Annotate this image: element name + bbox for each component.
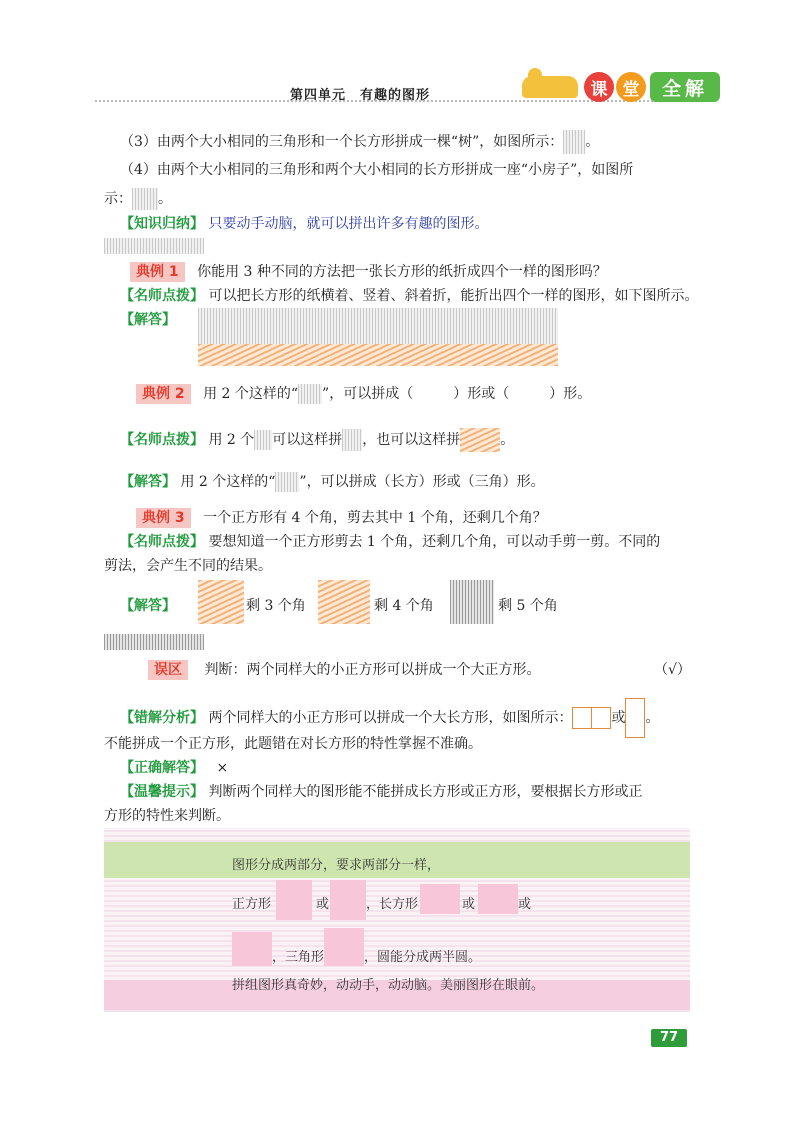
rect-split-2 (478, 884, 518, 914)
example-1-hint-label: 【名师点拨】 (120, 288, 204, 304)
summary-l2b: 或 (316, 897, 330, 912)
item-3-text: （3）由两个大小相同的三角形和一个长方形拼成一棵“树”，如图所示： (120, 134, 564, 150)
knowledge-summary (120, 214, 488, 234)
bear-mascot-icon (522, 76, 578, 98)
brand-char-1: 课 (584, 72, 614, 102)
folding-figures-row2 (198, 344, 558, 366)
example-2-answer (120, 472, 545, 492)
example-2-a1: 用 2 个这样的“ (180, 474, 276, 490)
analysis-label: 【错解分析】 (120, 710, 204, 726)
example-2-q1: 用 2 个这样的“ (203, 386, 299, 402)
triangle-small-figure (254, 430, 272, 450)
tip-text-2: 方形的特性来判断。 (104, 808, 230, 824)
correct-answer (120, 758, 228, 778)
example-2-q4: ）形。 (549, 386, 592, 402)
example-1-question (130, 262, 607, 282)
example-3-hint-label: 【名师点拨】 (120, 534, 204, 550)
brand-logo (522, 72, 720, 102)
folding-figures (198, 308, 558, 344)
analysis-or: 或 (611, 710, 626, 726)
example-3-hint-2: 剪法，会产生不同的结果。 (104, 558, 272, 574)
summary-l3b: ，圆能分成两半圆。 (364, 950, 482, 965)
rect-split-1 (420, 884, 460, 914)
analysis-end: 。 (645, 710, 660, 726)
combine-figure-1 (342, 429, 362, 451)
brand-tail: 全解 (650, 72, 720, 102)
analysis-text: 两个同样大的小正方形可以拼成一个大长方形，如图所示： (208, 710, 573, 726)
example-1-label: 典例 1 (130, 262, 185, 282)
knowledge-label: 【知识归纳】 (120, 216, 204, 232)
example-3-text: 一个正方形有 4 个角，剪去其中 1 个角，还剩几个角？ (203, 510, 547, 526)
mistake-analysis (120, 698, 659, 738)
cut-figure-3 (450, 580, 494, 624)
item-4-line1: （4）由两个大小相同的三角形和两个大小相同的长方形拼成一座“小房子”，如图所 (120, 162, 634, 178)
item-3-end: 。 (585, 134, 600, 150)
summary-l2c: ，长方形 (366, 897, 419, 912)
example-1-hint-text: 可以把长方形的纸横着、竖着、斜着折，能折出四个一样的图形，如下图所示。 (208, 288, 699, 304)
square-a (572, 707, 592, 729)
correct-label: 【正确解答】 (120, 760, 204, 776)
example-1-text: 你能用 3 种不同的方法把一张长方形的纸折成四个一样的图形吗？ (197, 264, 607, 280)
example-3-label: 典例 3 (136, 508, 191, 528)
square-split-2 (330, 880, 366, 920)
example-3-hint-1: 要想知道一个正方形剪去 1 个角，还剩几个角，可以动手剪一剪。不同的 (208, 534, 661, 550)
mistake-label: 误区 (148, 660, 188, 680)
decor-strip-2 (104, 634, 204, 650)
page-number: 77 (651, 1029, 687, 1047)
example-1-answer-label: 【解答】 (120, 312, 176, 328)
cut-figure-2 (318, 580, 370, 624)
example-2-h2: 可以这样拼 (272, 432, 343, 448)
correct-mark: × (216, 760, 229, 776)
warm-tip (120, 782, 642, 802)
example-2-hint-label: 【名师点拨】 (120, 432, 204, 448)
decor-strip (104, 238, 204, 254)
square-split-1 (276, 880, 312, 920)
triangle-split (232, 932, 272, 966)
example-2-question (136, 384, 591, 404)
result-1: 剩 3 个角 (246, 598, 306, 614)
example-3-answer-tag: 【解答】 (120, 598, 176, 614)
tip-text-1: 判断两个同样大的图形能不能拼成长方形或正方形，要根据长方形或正 (208, 784, 643, 800)
example-2-q3: ）形或（ (453, 386, 510, 402)
house-figure (132, 188, 158, 210)
cut-figure-1 (198, 580, 244, 624)
mistake-analysis-2: 不能拼成一个正方形，此题错在对长方形的特性掌握不准确。 (104, 736, 482, 752)
tree-figure (563, 130, 585, 154)
example-2-h4: 。 (500, 432, 515, 448)
result-3: 剩 5 个角 (498, 598, 558, 614)
summary-l2a: 正方形 (232, 897, 272, 912)
example-1-hint (120, 286, 698, 306)
brand-char-2: 堂 (616, 72, 646, 102)
circle-split (324, 928, 364, 966)
triangle-figure (298, 384, 322, 404)
item-4-end: 。 (158, 191, 172, 207)
summary-l3a: ，三角形 (272, 950, 325, 965)
example-2-a2: ”，可以拼成（长方）形或（三角）形。 (299, 474, 545, 490)
example-2-label: 典例 2 (136, 384, 191, 404)
summary-line-1: 图形分成两部分，要求两部分一样， (232, 858, 441, 873)
example-3-question (136, 508, 547, 528)
item-4-text: 示： (104, 191, 132, 207)
example-2-hint (120, 428, 514, 452)
summary-l2e: 或 (518, 897, 532, 912)
example-2-answer-label: 【解答】 (120, 474, 176, 490)
mistake-text: 判断：两个同样大的小正方形可以拼成一个大正方形。 (204, 662, 541, 678)
example-3-answer-label (120, 596, 176, 616)
knowledge-text: 只要动手动脑，就可以拼出许多有趣的图形。 (208, 216, 489, 232)
example-2-q2: ”，可以拼成（ (322, 386, 414, 402)
example-2-h1: 用 2 个 (208, 432, 255, 448)
square-b (592, 707, 611, 729)
unit-title: 第四单元 有趣的图形 (290, 88, 431, 103)
mistake-mark: （√） (654, 662, 691, 678)
item-3 (120, 130, 599, 154)
summary-line-4: 拼组图形真奇妙，动动手，动动脑。美丽图形在眼前。 (232, 978, 545, 993)
combine-figure-2 (460, 428, 500, 452)
tip-label: 【温馨提示】 (120, 784, 204, 800)
example-2-h3: ，也可以这样拼 (362, 432, 461, 448)
result-2: 剩 4 个角 (374, 598, 434, 614)
mistake-question (148, 660, 540, 680)
item-4-line2 (104, 188, 172, 210)
triangle-figure-2 (275, 472, 299, 492)
vertical-rect (625, 698, 645, 738)
summary-l2d: 或 (462, 897, 476, 912)
example-3-hint (120, 532, 660, 552)
